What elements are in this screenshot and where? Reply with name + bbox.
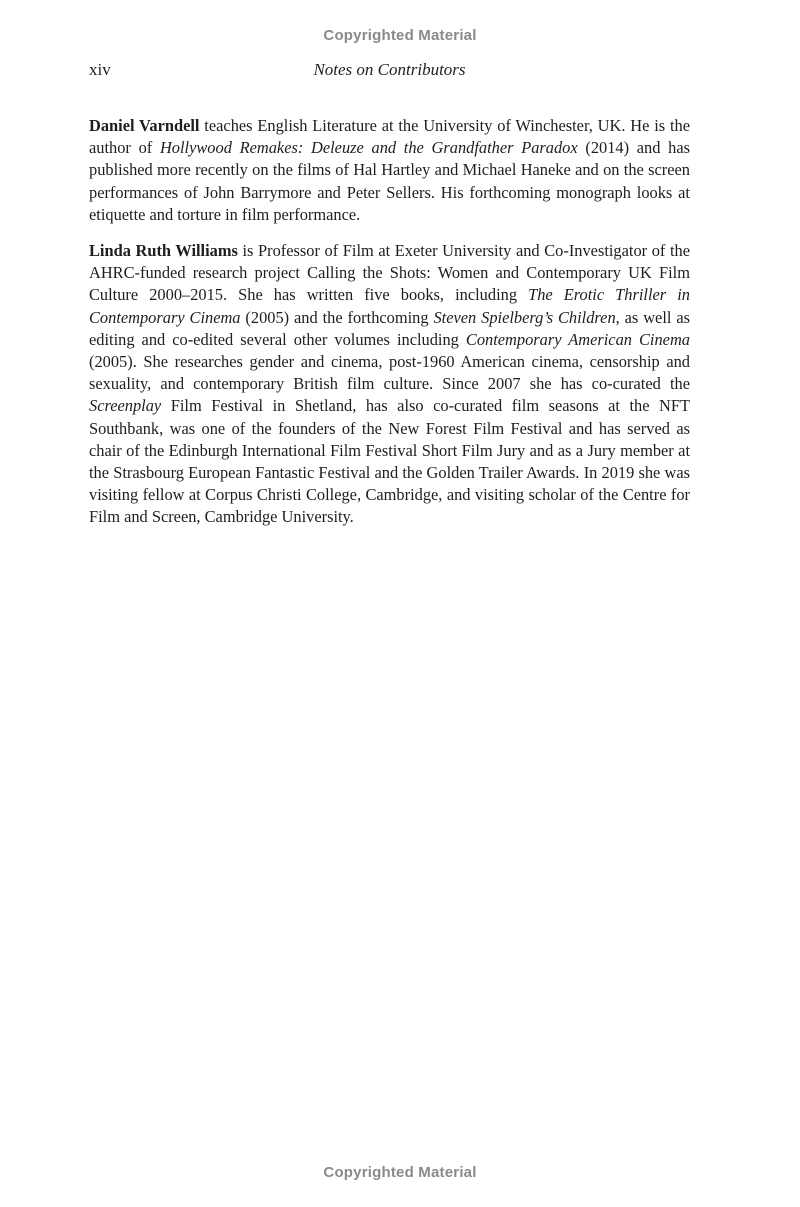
contributor-name: Linda Ruth Williams [89,241,238,261]
entry-text: (2005). She researches gender and cinema, post-1960 American cinema, censorship and sexuality, and contemporary British film culture. Since 2007 she has co-curated the [89,352,690,394]
contributor-name: Daniel Varndell [89,116,200,135]
book-title: Hollywood Remakes: Deleuze and the Grandfather Paradox [159,138,578,158]
copyright-watermark-top: Copyrighted Material [323,27,477,44]
contributor-entry-varndell [89,115,690,226]
page-number: xiv [89,60,111,79]
book-title: Contemporary American Cinema [465,329,690,349]
entry-text: , as well as editing and co-edited several other volumes including [89,307,690,349]
festival-title: Screenplay [89,396,162,416]
entry-text: (2014) and has published more recently on the films of Hal Hartley and Michael Haneke and on the screen performances of John Barrymore and Peter Sellers. His forthcoming monograph looks at etiquette and torture in film performance. [89,138,690,224]
entry-text: (2005) and the forthcoming [240,307,434,327]
running-head [89,60,690,82]
contributors-list [89,115,690,543]
contributor-entry-williams [89,240,690,529]
copyright-watermark-bottom: Copyrighted Material [323,1164,477,1181]
book-title: The Erotic Thriller in Contemporary Cinema [89,285,690,327]
book-title: Steven Spielberg’s Children [433,307,616,327]
entry-text: Film Festival in Shetland, has also co-curated film seasons at the NFT Southbank, was one of the founders of the New Forest Film Festival and has served as chair of the Edinburgh International Film Festival Short Film Jury and as a Jury member at the Strasbourg European Fantastic Festival and the Golden Trailer Awards. In 2019 she was visiting fellow at Corpus Christi College, Cambridge, and visiting scholar of the Centre for Film and Screen, Cambridge University. [89,396,690,527]
entry-text: teaches English Literature at the University of Winchester, UK. He is the author of [89,116,690,158]
entry-text: is Professor of Film at Exeter University and Co-Investigator of the AHRC-funded research project Calling the Shots: Women and Contemporary UK Film Culture 2000–2015. She has written five books, including [89,241,690,305]
running-title: Notes on Contributors [313,60,466,79]
